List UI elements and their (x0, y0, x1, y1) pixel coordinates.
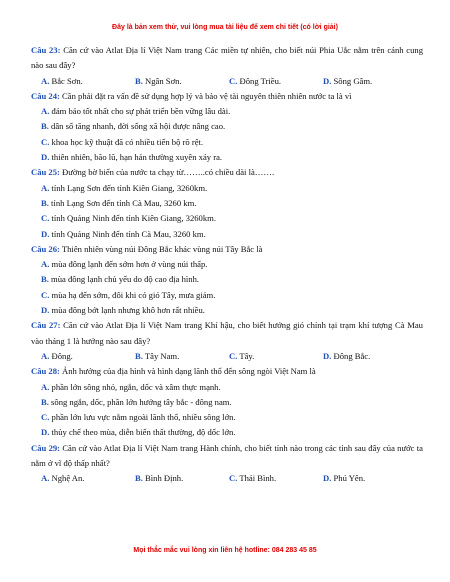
option-label: A. (41, 350, 50, 361)
option-text: Thái Bình. (239, 473, 277, 484)
question-stem (31, 165, 423, 180)
option-b[interactable] (31, 196, 423, 211)
option-c[interactable] (229, 74, 323, 89)
question-stem (31, 43, 423, 74)
option-text: Phú Yên. (333, 473, 366, 484)
question-stem (31, 242, 423, 257)
option-c[interactable] (229, 349, 323, 364)
question-text: Cần phải đặt ra vấn đề sử dụng hợp lý và bảo vệ tài nguyên thiên nhiên nước ta là vì (62, 90, 352, 101)
question-25 (31, 165, 423, 241)
question-23 (31, 43, 423, 89)
option-c[interactable] (31, 135, 423, 150)
option-a[interactable] (31, 104, 423, 119)
option-label: D. (41, 152, 50, 163)
option-label: C. (229, 473, 238, 484)
question-stem (31, 364, 423, 379)
option-label: A. (41, 473, 50, 484)
option-label: A. (41, 259, 50, 270)
option-b[interactable] (135, 349, 229, 364)
option-label: C. (41, 289, 50, 300)
question-stem (31, 318, 423, 349)
question-26 (31, 242, 423, 318)
option-label: B. (41, 274, 49, 285)
hotline-footer-banner: Mọi thắc mắc vui lòng xin liên hệ hotline: 084 283 45 85 (133, 547, 317, 554)
question-number: Câu 24: (31, 90, 60, 101)
option-d[interactable] (31, 227, 423, 242)
option-label: A. (41, 75, 50, 86)
question-number: Câu 29: (31, 442, 61, 453)
option-row (31, 74, 423, 89)
option-text: dân số tăng nhanh, đời sống xã hội được nâng cao. (51, 121, 226, 132)
option-label: B. (135, 75, 143, 86)
question-29 (31, 441, 423, 487)
question-text: Ảnh hưởng của địa hình và hình dạng lãnh thổ đến sông ngòi Việt Nam là (62, 366, 316, 377)
option-label: A. (41, 182, 50, 193)
option-c[interactable] (31, 211, 423, 226)
option-a[interactable] (41, 349, 135, 364)
option-d[interactable] (323, 349, 417, 364)
question-text: Đường bờ biển của nước ta chạy từ……..có chiều dài là……. (62, 167, 275, 178)
option-label: B. (135, 473, 143, 484)
question-text: Căn cứ vào Atlat Địa lí Việt Nam trang Hành chính, cho biết tỉnh nào trong các tỉnh sau đây của nước ta nằm ở vĩ độ thấp nhất? (31, 442, 423, 469)
option-b[interactable] (31, 119, 423, 134)
option-d[interactable] (31, 425, 423, 440)
option-b[interactable] (31, 272, 423, 287)
option-text: Tây Nam. (144, 350, 180, 361)
option-text: đảm bảo tốt nhất cho sự phát triển bền vững lâu dài. (51, 106, 231, 117)
option-c[interactable] (31, 410, 423, 425)
option-text: Sông Gâm. (333, 75, 373, 86)
option-label: A. (41, 106, 50, 117)
question-27 (31, 318, 423, 364)
option-label: C. (41, 412, 50, 423)
option-a[interactable] (31, 380, 423, 395)
option-text: tỉnh Quảng Ninh đến tỉnh Kiên Giang, 3260km. (51, 213, 216, 224)
option-text: Nghệ An. (51, 473, 85, 484)
option-label: D. (323, 75, 332, 86)
option-text: Ngân Sơn. (145, 75, 182, 86)
option-text: thủy chế theo mùa, diễn biến thất thường, độ dốc lớn. (51, 427, 236, 438)
question-28 (31, 364, 423, 440)
option-text: Đông Bắc. (333, 350, 371, 361)
option-text: Bắc Sơn. (51, 75, 83, 86)
option-b[interactable] (135, 471, 229, 486)
option-label: D. (323, 473, 332, 484)
option-label: C. (229, 350, 238, 361)
option-b[interactable] (31, 395, 423, 410)
question-number: Câu 23: (31, 45, 61, 55)
question-text: Căn cứ vào Atlat Địa lí Việt Nam trang Các miền tự nhiên, cho biết núi Phia Uắc nằm trên cánh cung nào sau đây? (31, 45, 423, 71)
option-d[interactable] (31, 150, 423, 165)
option-a[interactable] (31, 257, 423, 272)
option-text: tỉnh Quảng Ninh đến tỉnh Cà Mau, 3260 km. (51, 228, 206, 239)
question-stem (31, 441, 423, 472)
option-label: D. (41, 427, 50, 438)
option-text: tỉnh Lạng Sơn đến tỉnh Cà Mau, 3260 km. (51, 197, 197, 208)
option-row (31, 471, 423, 486)
question-number: Câu 25: (31, 167, 60, 178)
option-text: Bình Định. (145, 473, 184, 484)
option-text: mùa đông bớt lạnh nhưng khô hơn rất nhiều. (51, 305, 205, 316)
option-text: khoa học kỹ thuật đã có nhiều tiến bộ rõ rệt. (51, 136, 204, 147)
question-number: Câu 28: (31, 366, 60, 377)
question-24 (31, 89, 423, 165)
option-text: Đông. (51, 350, 73, 361)
option-label: C. (41, 136, 50, 147)
option-label: D. (323, 350, 332, 361)
question-text: Căn cứ vào Atlat Địa lí Việt Nam trang Khí hậu, cho biết hướng gió chính tại trạm khí tượng Cà Mau vào tháng 1 là hướng nào sau đây? (31, 320, 423, 346)
option-label: B. (41, 121, 49, 132)
option-label: B. (135, 350, 143, 361)
option-d[interactable] (31, 303, 423, 318)
option-text: thiên nhiên, bão lũ, hạn hán thường xuyên xảy ra. (51, 152, 223, 163)
option-a[interactable] (41, 471, 135, 486)
option-text: phần lớn lưu vực nằm ngoài lãnh thổ, nhiều sông lớn. (51, 412, 236, 423)
option-label: C. (229, 75, 238, 86)
option-text: Tây. (239, 350, 255, 361)
option-c[interactable] (229, 471, 323, 486)
option-label: D. (41, 228, 50, 239)
option-text: tỉnh Lạng Sơn đến tỉnh Kiên Giang, 3260km. (51, 182, 208, 193)
option-text: phần lớn sông nhỏ, ngắn, dốc và xâm thực mạnh. (51, 381, 221, 392)
option-text: mùa hạ đến sớm, đôi khi có gió Tây, mưa giảm. (51, 289, 216, 300)
option-label: D. (41, 305, 50, 316)
option-label: B. (41, 197, 49, 208)
option-label: A. (41, 381, 50, 392)
question-stem (31, 89, 423, 104)
option-b[interactable] (135, 74, 229, 89)
option-a[interactable] (31, 181, 423, 196)
option-text: mùa đông lạnh chủ yếu do độ cao địa hình. (51, 274, 200, 285)
question-number: Câu 26: (31, 243, 60, 254)
question-list (31, 43, 423, 487)
option-c[interactable] (31, 288, 423, 303)
question-number: Câu 27: (31, 320, 61, 331)
preview-notice-banner: Đây là bản xem thử, vui lòng mua tài liệu để xem chi tiết (có lời giải) (112, 24, 338, 31)
option-text: Đông Triều. (239, 75, 282, 86)
option-text: sông ngắn, dốc, phần lớn hướng tây bắc - đông nam. (51, 396, 232, 407)
option-row (31, 349, 423, 364)
option-label: C. (41, 213, 50, 224)
option-text: mùa đông lạnh đến sớm hơn ở vùng núi thấp. (51, 259, 208, 270)
option-label: B. (41, 396, 49, 407)
option-d[interactable] (323, 74, 417, 89)
option-d[interactable] (323, 471, 417, 486)
question-text: Thiên nhiên vùng núi Đông Bắc khác vùng núi Tây Bắc là (61, 243, 263, 254)
option-a[interactable] (41, 74, 135, 89)
